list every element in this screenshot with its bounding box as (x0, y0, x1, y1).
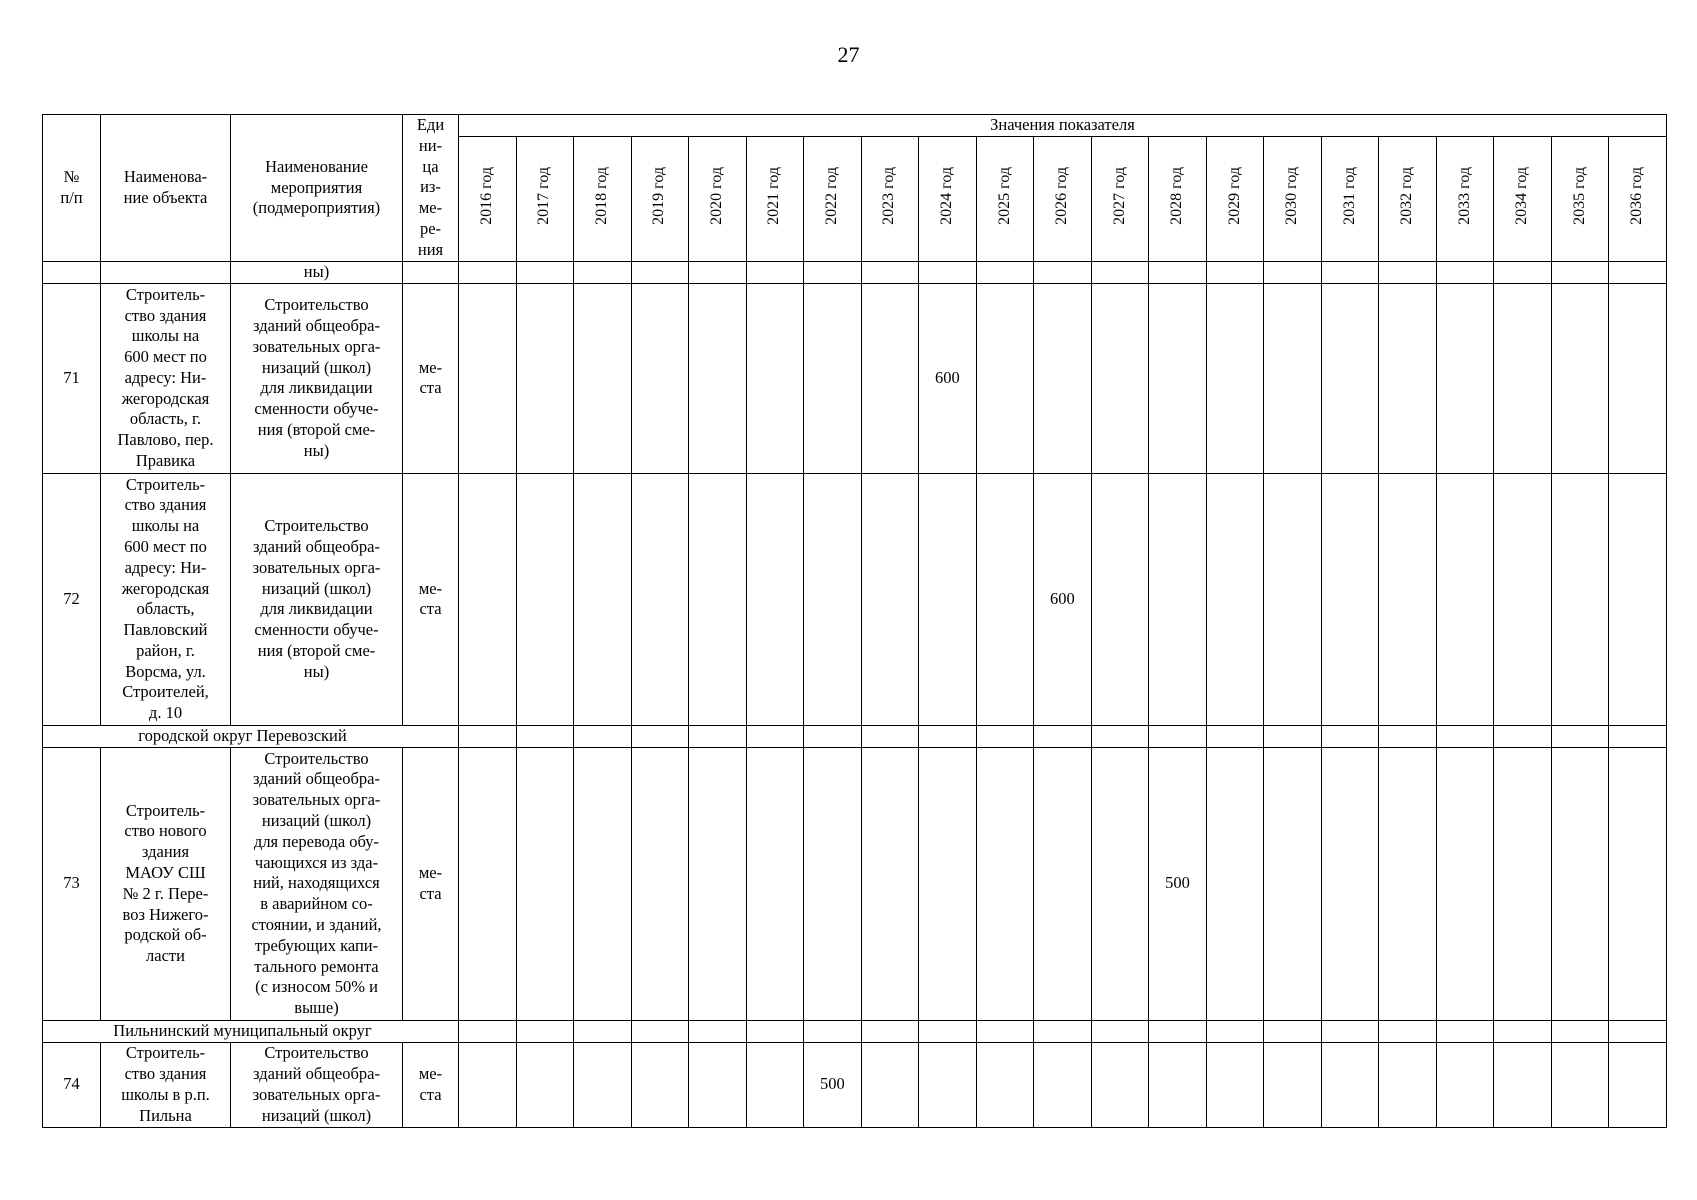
empty-cell (1321, 283, 1379, 473)
event-name: Строительство зданий общеобра- зовательных орга- низаций (школ) (231, 1042, 403, 1127)
empty-cell (1091, 262, 1149, 284)
empty-cell (101, 262, 231, 284)
region-row (43, 1020, 1667, 1042)
empty-cell (1091, 725, 1149, 747)
empty-cell (1034, 725, 1092, 747)
empty-cell (1494, 473, 1552, 725)
empty-cell (1379, 747, 1437, 1020)
empty-cell (1551, 725, 1609, 747)
empty-cell (861, 1020, 919, 1042)
empty-cell (403, 262, 459, 284)
header-year: 2032 год (1379, 137, 1437, 262)
empty-cell (574, 725, 632, 747)
empty-cell (1264, 1042, 1322, 1127)
empty-cell (919, 747, 977, 1020)
object-name: Строитель- ство нового здания МАОУ СШ № 2 г. Пере- воз Нижего- родской об- ласти (101, 747, 231, 1020)
empty-cell (861, 473, 919, 725)
empty-cell (43, 262, 101, 284)
empty-cell (804, 747, 862, 1020)
empty-cell (976, 1042, 1034, 1127)
empty-cell (1091, 473, 1149, 725)
empty-cell (1436, 725, 1494, 747)
empty-cell (1321, 473, 1379, 725)
empty-cell (1494, 283, 1552, 473)
header-year: 2020 год (689, 137, 747, 262)
empty-cell (1494, 1020, 1552, 1042)
empty-cell (1264, 1020, 1322, 1042)
header-year: 2033 год (1436, 137, 1494, 262)
empty-cell (1091, 1020, 1149, 1042)
empty-cell (459, 283, 517, 473)
unit: ме- ста (403, 283, 459, 473)
empty-cell (631, 473, 689, 725)
empty-cell (976, 283, 1034, 473)
empty-cell (1551, 283, 1609, 473)
empty-cell (919, 725, 977, 747)
empty-cell (1609, 1042, 1667, 1127)
table-row (43, 1042, 1667, 1127)
empty-cell (574, 1042, 632, 1127)
empty-cell (746, 1020, 804, 1042)
empty-cell (1321, 262, 1379, 284)
empty-cell (919, 473, 977, 725)
empty-cell (631, 283, 689, 473)
empty-cell (976, 262, 1034, 284)
empty-cell (1321, 725, 1379, 747)
empty-cell (1379, 1020, 1437, 1042)
empty-cell (1321, 1020, 1379, 1042)
header-year: 2036 год (1609, 137, 1667, 262)
empty-cell (746, 283, 804, 473)
empty-cell (631, 262, 689, 284)
unit: ме- ста (403, 1042, 459, 1127)
indicator-value: 500 (804, 1042, 862, 1127)
empty-cell (976, 1020, 1034, 1042)
empty-cell (689, 262, 747, 284)
empty-cell (1206, 1020, 1264, 1042)
header-values-title: Значения показателя (459, 115, 1667, 137)
empty-cell (1264, 262, 1322, 284)
empty-cell (1264, 473, 1322, 725)
header-event-name: Наименование мероприятия (подмероприятия) (231, 115, 403, 262)
empty-cell (1149, 1042, 1207, 1127)
header-year: 2034 год (1494, 137, 1552, 262)
empty-cell (1091, 1042, 1149, 1127)
empty-cell (746, 725, 804, 747)
empty-cell (1264, 725, 1322, 747)
region-name: Пильнинский муниципальный округ (43, 1020, 459, 1042)
empty-cell (1551, 262, 1609, 284)
empty-cell (919, 262, 977, 284)
empty-cell (746, 473, 804, 725)
event-name: Строительство зданий общеобра- зовательных орга- низаций (школ) для ликвидации сменности обуче- ния (второй сме- ны) (231, 473, 403, 725)
header-num: № п/п (43, 115, 101, 262)
empty-cell (689, 473, 747, 725)
empty-cell (516, 473, 574, 725)
header-year: 2017 год (516, 137, 574, 262)
empty-cell (1379, 1042, 1437, 1127)
empty-cell (1034, 1020, 1092, 1042)
empty-cell (459, 747, 517, 1020)
empty-cell (1551, 1042, 1609, 1127)
header-year: 2031 год (1321, 137, 1379, 262)
region-row (43, 725, 1667, 747)
empty-cell (459, 473, 517, 725)
empty-cell (976, 725, 1034, 747)
empty-cell (689, 283, 747, 473)
empty-cell (1034, 1042, 1092, 1127)
empty-cell (689, 725, 747, 747)
header-year: 2022 год (804, 137, 862, 262)
empty-cell (976, 473, 1034, 725)
empty-cell (1551, 1020, 1609, 1042)
header-year: 2024 год (919, 137, 977, 262)
header-year: 2029 год (1206, 137, 1264, 262)
row-number: 73 (43, 747, 101, 1020)
empty-cell (459, 725, 517, 747)
empty-cell (1494, 747, 1552, 1020)
empty-cell (1379, 283, 1437, 473)
empty-cell (1379, 725, 1437, 747)
unit: ме- ста (403, 747, 459, 1020)
empty-cell (1091, 747, 1149, 1020)
table-row (43, 473, 1667, 725)
empty-cell (1149, 473, 1207, 725)
continuation-text: ны) (231, 262, 403, 284)
header-year: 2028 год (1149, 137, 1207, 262)
header-year: 2030 год (1264, 137, 1322, 262)
header-year: 2021 год (746, 137, 804, 262)
empty-cell (861, 283, 919, 473)
empty-cell (1034, 283, 1092, 473)
empty-cell (689, 747, 747, 1020)
empty-cell (1436, 1042, 1494, 1127)
empty-cell (631, 1042, 689, 1127)
object-name: Строитель- ство здания школы на 600 мест по адресу: Ни- жегородская область, Павловский район, г. Ворсма, ул. Строителей, д. 10 (101, 473, 231, 725)
empty-cell (804, 1020, 862, 1042)
empty-cell (1206, 473, 1264, 725)
header-year: 2035 год (1551, 137, 1609, 262)
empty-cell (689, 1042, 747, 1127)
empty-cell (574, 1020, 632, 1042)
object-name: Строитель- ство здания школы в р.п. Пильна (101, 1042, 231, 1127)
empty-cell (574, 283, 632, 473)
header-year: 2026 год (1034, 137, 1092, 262)
empty-cell (746, 747, 804, 1020)
empty-cell (1436, 473, 1494, 725)
header-unit: Еди ни- ца из- ме- ре- ния (403, 115, 459, 262)
empty-cell (631, 1020, 689, 1042)
empty-cell (574, 262, 632, 284)
empty-cell (746, 1042, 804, 1127)
row-number: 74 (43, 1042, 101, 1127)
empty-cell (746, 262, 804, 284)
object-name: Строитель- ство здания школы на 600 мест по адресу: Ни- жегородская область, г. Павлово, пер. Правика (101, 283, 231, 473)
empty-cell (861, 747, 919, 1020)
empty-cell (1609, 473, 1667, 725)
continuation-row (43, 262, 1667, 284)
empty-cell (861, 1042, 919, 1127)
empty-cell (1609, 283, 1667, 473)
empty-cell (1436, 1020, 1494, 1042)
unit: ме- ста (403, 473, 459, 725)
header-year: 2019 год (631, 137, 689, 262)
indicator-table (42, 114, 1667, 1128)
empty-cell (1609, 747, 1667, 1020)
event-name: Строительство зданий общеобра- зовательных орга- низаций (школ) для перевода обу- чающихся из зда- ний, находящихся в аварийном со- стоянии, и зданий, требующих капи- тального ремонта (с износом 50% и выше) (231, 747, 403, 1020)
empty-cell (804, 473, 862, 725)
empty-cell (516, 747, 574, 1020)
event-name: Строительство зданий общеобра- зовательных орга- низаций (школ) для ликвидации сменности обуче- ния (второй сме- ны) (231, 283, 403, 473)
empty-cell (1494, 262, 1552, 284)
empty-cell (1149, 725, 1207, 747)
empty-cell (516, 725, 574, 747)
page-number: 27 (837, 42, 860, 67)
empty-cell (574, 747, 632, 1020)
empty-cell (1609, 1020, 1667, 1042)
empty-cell (1034, 262, 1092, 284)
empty-cell (1149, 283, 1207, 473)
row-number: 71 (43, 283, 101, 473)
indicator-value: 600 (919, 283, 977, 473)
empty-cell (1436, 747, 1494, 1020)
empty-cell (1206, 1042, 1264, 1127)
header-year: 2016 год (459, 137, 517, 262)
table-row (43, 283, 1667, 473)
empty-cell (1436, 262, 1494, 284)
empty-cell (516, 283, 574, 473)
empty-cell (1379, 473, 1437, 725)
empty-cell (459, 1020, 517, 1042)
empty-cell (1149, 262, 1207, 284)
empty-cell (1551, 473, 1609, 725)
empty-cell (459, 262, 517, 284)
empty-cell (689, 1020, 747, 1042)
empty-cell (1034, 747, 1092, 1020)
empty-cell (861, 262, 919, 284)
empty-cell (1436, 283, 1494, 473)
empty-cell (1379, 262, 1437, 284)
empty-cell (1206, 262, 1264, 284)
empty-cell (804, 283, 862, 473)
empty-cell (1206, 283, 1264, 473)
indicator-value: 600 (1034, 473, 1092, 725)
empty-cell (1264, 283, 1322, 473)
indicator-value: 500 (1149, 747, 1207, 1020)
header-object-name: Наименова- ние объекта (101, 115, 231, 262)
empty-cell (1206, 747, 1264, 1020)
empty-cell (1206, 725, 1264, 747)
empty-cell (1264, 747, 1322, 1020)
empty-cell (1494, 725, 1552, 747)
header-year: 2018 год (574, 137, 632, 262)
empty-cell (804, 262, 862, 284)
empty-cell (1551, 747, 1609, 1020)
empty-cell (459, 1042, 517, 1127)
empty-cell (1321, 1042, 1379, 1127)
empty-cell (1494, 1042, 1552, 1127)
empty-cell (919, 1042, 977, 1127)
empty-cell (516, 1020, 574, 1042)
empty-cell (1149, 1020, 1207, 1042)
empty-cell (1091, 283, 1149, 473)
empty-cell (631, 725, 689, 747)
empty-cell (631, 747, 689, 1020)
empty-cell (976, 747, 1034, 1020)
header-year: 2027 год (1091, 137, 1149, 262)
empty-cell (804, 725, 862, 747)
empty-cell (919, 1020, 977, 1042)
table-row (43, 747, 1667, 1020)
header-year: 2023 год (861, 137, 919, 262)
header-year: 2025 год (976, 137, 1034, 262)
empty-cell (516, 262, 574, 284)
empty-cell (516, 1042, 574, 1127)
row-number: 72 (43, 473, 101, 725)
empty-cell (861, 725, 919, 747)
empty-cell (1321, 747, 1379, 1020)
empty-cell (1609, 262, 1667, 284)
empty-cell (574, 473, 632, 725)
region-name: городской округ Перевозский (43, 725, 459, 747)
empty-cell (1609, 725, 1667, 747)
